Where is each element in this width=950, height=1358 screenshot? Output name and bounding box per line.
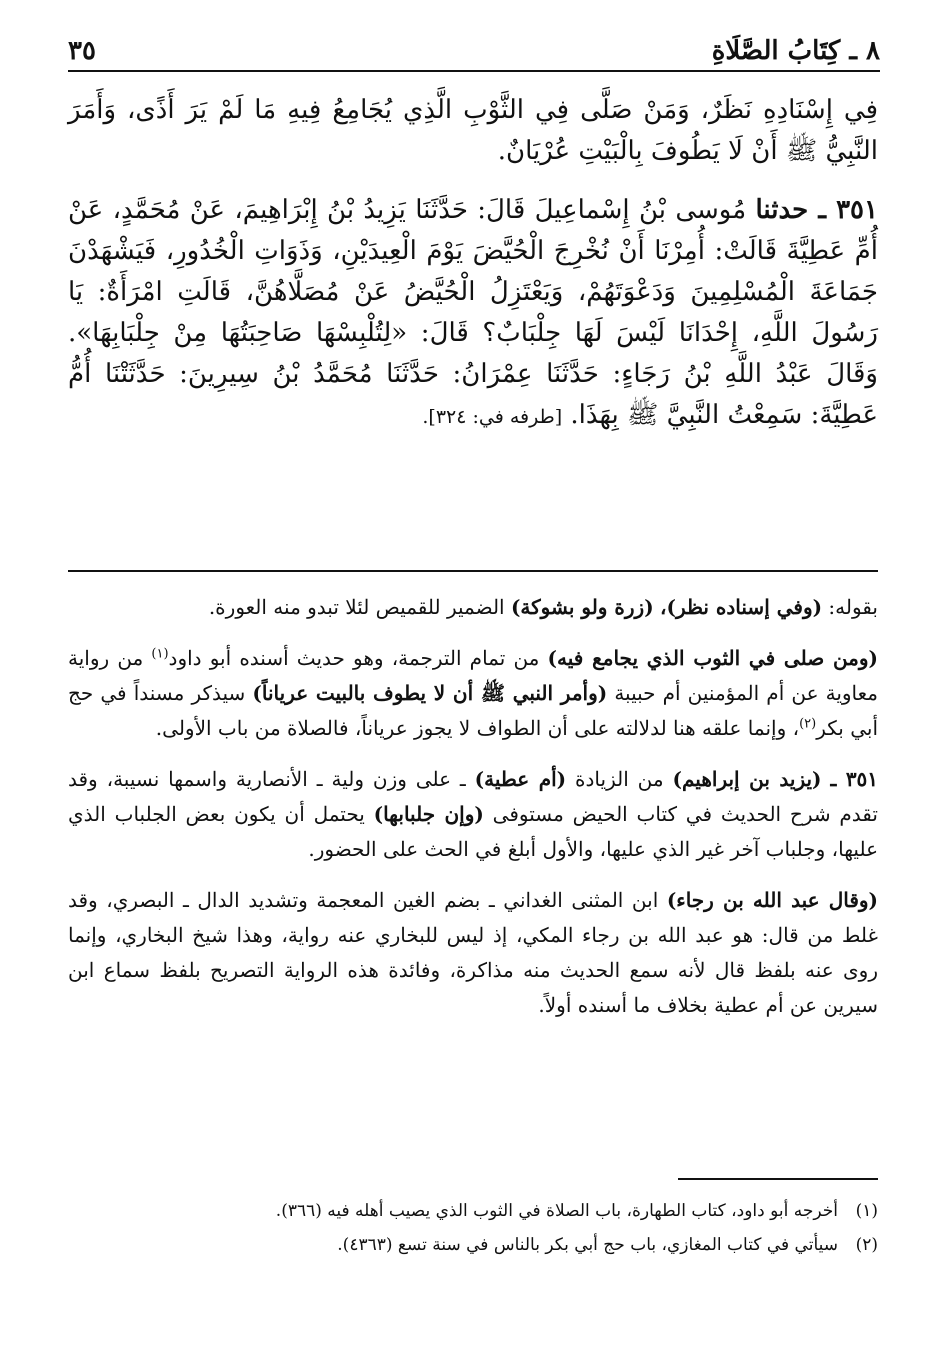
footnote-marker: (١): [151, 646, 169, 662]
quoted-phrase: (وأمر النبي ﷺ أن لا يطوف بالبيت عرياناً): [252, 681, 608, 705]
footnote-1: [68, 1194, 878, 1228]
quoted-phrase: (أم عطية): [474, 767, 567, 791]
commentary-text: من الزيادة: [575, 767, 664, 791]
lead-word: بقوله:: [828, 595, 878, 619]
footnote-text: أخرجه أبو داود، كتاب الطهارة، باب الصلاة في الثوب الذي يصيب أهله فيه (٣٦٦).: [275, 1201, 838, 1221]
page-number: ٣٥: [68, 36, 96, 66]
footnote-number: (٢): [855, 1235, 878, 1255]
commentary-text: ، وإنما علقه هنا لدلالته على أن الطواف لا يجوز عرياناً، فالصلاة من باب الأولى.: [155, 716, 800, 740]
commentary-text: من تمام الترجمة، وهو حديث أسنده أبو داود: [168, 646, 540, 670]
footnotes: [68, 1194, 878, 1262]
commentary-text: يحتمل أن يكون بعض الجلباب الذي عليها، وجلباب آخر غير الذي عليها، والأول أبلغ في الحث على الحضور.: [68, 802, 878, 861]
commentary-text: من رواية معاوية عن أم المؤمنين أم حبيبة: [68, 646, 879, 705]
hadith-number: ٣٥١ ـ: [830, 767, 879, 791]
quoted-phrase: (وقال عبد الله بن رجاء): [666, 888, 878, 912]
commentary-block: [68, 590, 878, 1039]
commentary-text: سيذكر مسنداً في حج أبي بكر: [68, 681, 878, 740]
commentary-paragraph-1: [68, 590, 878, 625]
commentary-text: ـ على وزن ولية ـ الأنصارية واسمها نسيبة، وقد تقدم شرح الحديث في كتاب الحيض مستوفى: [68, 767, 878, 826]
quoted-phrase: (زرة ولو بشوكة): [510, 595, 654, 619]
footnote-rule: [678, 1178, 878, 1180]
commentary-paragraph-3: [68, 762, 878, 867]
hadith-cross-reference: [طرفه في: ٣٢٤].: [422, 406, 563, 428]
hadith-351: [68, 190, 878, 438]
quoted-phrase: (وإن جلبابها): [373, 802, 484, 826]
footnote-2: [68, 1228, 878, 1262]
commentary-text: ابن المثنى الغداني ـ بضم الغين المعجمة وتشديد الدال ـ البصري، وقد غلط من قال: هو عبد الله بن رجاء المكي، إذ ليس للبخاري عنه رواية، وهذا شيخ البخاري، وإنما روى عنه بلفظ قال لأنه سمع الحديث منه مذاكرة، وفائدة هذه الرواية التصريح بلفظ سماع ابن سيرين عن أم عطية بخلاف ما أسنده أولاً.: [68, 888, 878, 1017]
footnote-text: سيأتي في كتاب المغازي، باب حج أبي بكر بالناس في سنة تسع (٤٣٦٣).: [337, 1235, 838, 1255]
quoted-phrase: (يزيد بن إبراهيم): [672, 767, 822, 791]
page-header: [68, 30, 880, 72]
quoted-phrase: (وفي إسناده نظر)،: [660, 595, 823, 619]
section-divider: [68, 570, 878, 572]
hadith-text-block: [68, 90, 878, 438]
hadith-number-label: ٣٥١ ـ حدثنا: [755, 195, 878, 225]
footnote-number: (١): [855, 1201, 878, 1221]
hadith-continuation: فِي إِسْنَادِهِ نَظَرٌ، وَمَنْ صَلَّى فِي الثَّوْبِ الَّذِي يُجَامِعُ فِيهِ مَا لَمْ يَرَ أَذًى، وَأَمَرَ النَّبِيُّ ﷺ أَنْ لَا يَطُوفَ بِالْبَيْتِ عُرْيَانٌ.: [68, 95, 878, 166]
commentary-paragraph-4: [68, 883, 878, 1023]
footnote-marker: (٢): [799, 716, 817, 732]
quoted-phrase: (ومن صلى في الثوب الذي يجامع فيه): [547, 646, 879, 670]
hadith-351-text: مُوسى بْنُ إِسْماعِيلَ قَالَ: حَدَّثَنَا يَزِيدُ بْنُ إِبْرَاهِيمَ، عَنْ مُحَمَّدٍ، عَنْ أُمِّ عَطِيَّةَ قَالَتْ: أُمِرْنَا أَنْ نُخْرِجَ الْحُيَّضَ يَوْمَ الْعِيدَيْنِ، وَذَوَاتِ الْخُدُورِ، فَيَشْهَدْنَ جَمَاعَةَ الْمُسْلِمِينَ وَدَعْوَتَهُمْ، وَيَعْتَزِلُ الْحُيَّضُ عَنْ مُصَلَّاهُنَّ، قَالَتِ امْرَأَةٌ: يَا رَسُولَ اللَّهِ، إِحْدَانَا لَيْسَ لَهَا جِلْبَابٌ؟ قَالَ: «لِتُلْبِسْهَا صَاحِبَتُهَا مِنْ جِلْبَابِهَا». وَقَالَ عَبْدُ اللَّهِ بْنُ رَجَاءٍ: حَدَّثَنَا عِمْرَانُ: حَدَّثَنَا مُحَمَّدُ بْنُ سِيرِينَ: حَدَّثَتْنَا أُمُّ عَطِيَّةَ: سَمِعْتُ النَّبِيَّ ﷺ بِهَذَا.: [68, 195, 878, 430]
commentary-paragraph-2: [68, 641, 878, 746]
commentary-text: الضمير للقميص لئلا تبدو منه العورة.: [208, 595, 505, 619]
chapter-title: ٨ ـ كِتَابُ الصَّلَاةِ: [711, 36, 880, 66]
